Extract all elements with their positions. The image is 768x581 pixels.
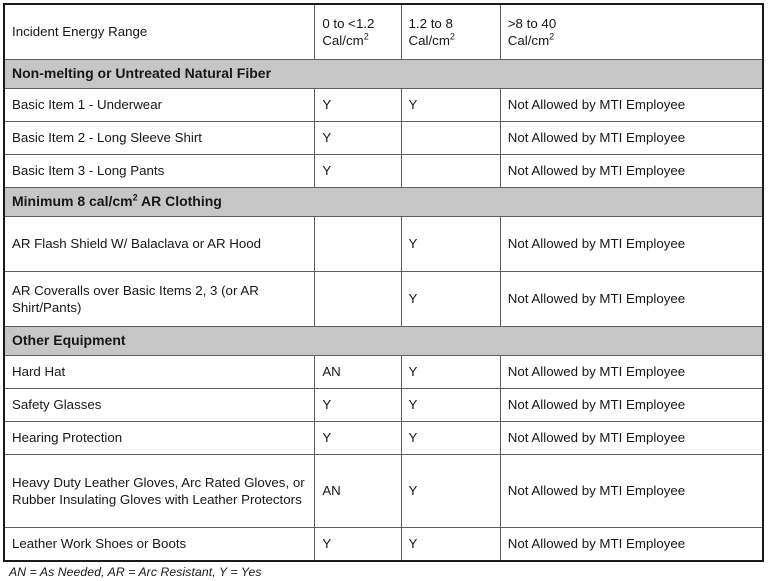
header-range-unit-3: Cal/$cm^2$ bbox=[507, 31, 555, 48]
row-value-col-3: Not Allowed by MTI Employee bbox=[500, 216, 763, 271]
header-range-unit-2: Cal/$cm^2$ bbox=[408, 31, 455, 48]
row-value-col-1: Y bbox=[315, 527, 401, 561]
row-label: Basic Item 3 - Long Pants bbox=[4, 154, 315, 187]
row-label: AR Flash Shield W/ Balaclava or AR Hood bbox=[4, 216, 315, 271]
header-range-col-1 bbox=[315, 4, 401, 60]
ppe-requirements-table bbox=[3, 3, 764, 562]
row-value-col-1: AN bbox=[315, 454, 401, 527]
header-range-value-1: 0 to <1.2 bbox=[322, 15, 375, 31]
row-value-col-1: Y bbox=[315, 88, 401, 121]
row-value-col-3: Not Allowed by MTI Employee bbox=[500, 121, 763, 154]
row-value-col-2: Y bbox=[401, 454, 500, 527]
table-row bbox=[4, 388, 763, 421]
row-value-col-3: Not Allowed by MTI Employee bbox=[500, 88, 763, 121]
header-incident-energy-range bbox=[4, 4, 315, 60]
row-label: Heavy Duty Leather Gloves, Arc Rated Gloves, or Rubber Insulating Gloves with Leather Protectors bbox=[4, 454, 315, 527]
row-value-col-2: Y bbox=[401, 88, 500, 121]
row-value-col-1: AN bbox=[315, 355, 401, 388]
header-range-unit-1: Cal/$cm^2$ bbox=[322, 31, 369, 48]
row-label: Leather Work Shoes or Boots bbox=[4, 527, 315, 561]
row-value-col-3: Not Allowed by MTI Employee bbox=[500, 388, 763, 421]
table-footnote: AN = As Needed, AR = Arc Resistant, Y = Yes bbox=[9, 564, 262, 579]
table-row bbox=[4, 121, 763, 154]
table-row bbox=[4, 271, 763, 326]
row-value-col-3: Not Allowed by MTI Employee bbox=[500, 421, 763, 454]
row-value-col-2 bbox=[401, 154, 500, 187]
superscript-2-col-1: 2 bbox=[363, 31, 369, 42]
table-row bbox=[4, 88, 763, 121]
row-label: Basic Item 2 - Long Sleeve Shirt bbox=[4, 121, 315, 154]
row-value-col-1: Y bbox=[315, 388, 401, 421]
superscript-2-col-2: 2 bbox=[449, 31, 455, 42]
row-value-col-1 bbox=[315, 216, 401, 271]
header-label-text: Incident Energy Range bbox=[12, 24, 148, 40]
section-header-row bbox=[4, 326, 763, 355]
table-row bbox=[4, 421, 763, 454]
row-value-col-3: Not Allowed by MTI Employee bbox=[500, 454, 763, 527]
row-value-col-1: Y bbox=[315, 121, 401, 154]
section-title-prefix: Minimum 8 cal/cm bbox=[12, 192, 133, 209]
row-label: AR Coveralls over Basic Items 2, 3 (or AR Shirt/Pants) bbox=[4, 271, 315, 326]
superscript-2-section: 2 bbox=[132, 192, 138, 203]
row-value-col-1 bbox=[315, 271, 401, 326]
row-value-col-3: Not Allowed by MTI Employee bbox=[500, 154, 763, 187]
table-row bbox=[4, 216, 763, 271]
row-value-col-2 bbox=[401, 121, 500, 154]
row-value-col-2: Y bbox=[401, 388, 500, 421]
header-range-col-2 bbox=[401, 4, 500, 60]
row-value-col-1: Y bbox=[315, 421, 401, 454]
header-range-value-3: >8 to 40 bbox=[507, 15, 557, 31]
table-header-row bbox=[4, 4, 763, 60]
section-header-row bbox=[4, 60, 763, 89]
row-label: Basic Item 1 - Underwear bbox=[4, 88, 315, 121]
section-title-minimum-8-cal bbox=[4, 187, 763, 216]
row-value-col-3: Not Allowed by MTI Employee bbox=[500, 527, 763, 561]
row-value-col-2: Y bbox=[401, 355, 500, 388]
section-title-suffix: AR Clothing bbox=[137, 192, 222, 209]
header-range-col-3 bbox=[500, 4, 763, 60]
section-title-non-melting: Non-melting or Untreated Natural Fiber bbox=[4, 60, 763, 89]
table-row bbox=[4, 454, 763, 527]
superscript-2-col-3: 2 bbox=[549, 31, 555, 42]
section-header-row bbox=[4, 187, 763, 216]
row-value-col-2: Y bbox=[401, 216, 500, 271]
row-value-col-1: Y bbox=[315, 154, 401, 187]
row-label: Safety Glasses bbox=[4, 388, 315, 421]
row-label: Hard Hat bbox=[4, 355, 315, 388]
section-title-other-equipment: Other Equipment bbox=[4, 326, 763, 355]
row-label: Hearing Protection bbox=[4, 421, 315, 454]
header-range-value-2: 1.2 to 8 bbox=[408, 15, 453, 31]
table-row bbox=[4, 355, 763, 388]
table-row bbox=[4, 527, 763, 561]
row-value-col-2: Y bbox=[401, 527, 500, 561]
row-value-col-2: Y bbox=[401, 421, 500, 454]
row-value-col-3: Not Allowed by MTI Employee bbox=[500, 271, 763, 326]
row-value-col-3: Not Allowed by MTI Employee bbox=[500, 355, 763, 388]
table-row bbox=[4, 154, 763, 187]
row-value-col-2: Y bbox=[401, 271, 500, 326]
